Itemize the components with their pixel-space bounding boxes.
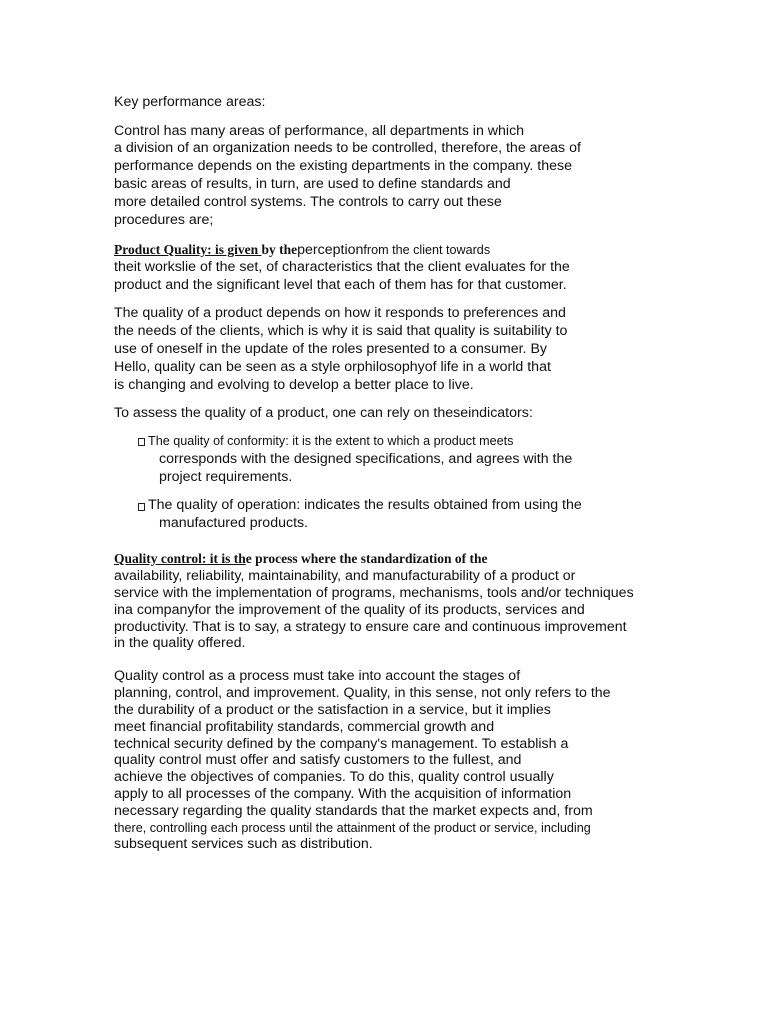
paragraph-line: The quality of a product depends on how it responds to preferences and — [114, 305, 566, 321]
paragraph-line: planning, control, and improvement. Quality, in this sense, not only refers to the — [114, 685, 611, 701]
paragraph-line: necessary regarding the quality standards that the market expects and, from — [114, 803, 593, 819]
paragraph-line: ina companyfor the improvement of the quality of its products, services and — [114, 602, 585, 618]
bullet-continuation: corresponds with the designed specifications, and agrees with the — [159, 451, 573, 467]
checkbox-bullet-icon — [138, 438, 145, 446]
paragraph-line: procedures are; — [114, 212, 214, 228]
small-text: from the client towards — [363, 243, 491, 257]
bullet-continuation: manufactured products. — [159, 515, 309, 531]
section-heading: Key performance areas: — [114, 94, 266, 110]
paragraph-line — [114, 550, 488, 568]
paragraph-line: more detailed control systems. The controls to carry out these — [114, 194, 502, 210]
checkbox-bullet-icon — [138, 503, 145, 511]
product-quality-label-tail: by the — [261, 242, 298, 257]
bullet-item: The quality of operation: indicates the results obtained from using the — [148, 497, 582, 513]
paragraph-line: availability, reliability, maintainability, and manufacturability of a product or — [114, 568, 576, 584]
paragraph-line: there, controlling each process until the attainment of the product or service, including — [114, 821, 591, 835]
bullet-item: The quality of conformity: it is the extent to which a product meets — [148, 434, 514, 448]
paragraph-line: service with the implementation of programs, mechanisms, tools and/or techniques — [114, 585, 634, 601]
paragraph-line: achieve the objectives of companies. To do this, quality control usually — [114, 769, 554, 785]
paragraph-line — [114, 241, 490, 259]
paragraph-line: theit workslie of the set, of characteristics that the client evaluates for the — [114, 259, 570, 275]
paragraph-line: technical security defined by the company's management. To establish a — [114, 736, 569, 752]
paragraph-line: performance depends on the existing departments in the company. these — [114, 158, 572, 174]
paragraph-line: the needs of the clients, which is why it is said that quality is suitability to — [114, 323, 568, 339]
paragraph-line: apply to all processes of the company. With the acquisition of information — [114, 786, 572, 802]
quality-control-label: Quality control: it is th — [114, 551, 246, 566]
paragraph-line: Control has many areas of performance, all departments in which — [114, 123, 525, 139]
product-quality-label: Product Quality: is given — [114, 242, 262, 257]
perception-word: perception — [297, 242, 364, 258]
bullet-continuation: project requirements. — [159, 469, 293, 485]
paragraph-line: productivity. That is to say, a strategy to ensure care and continuous improvement — [114, 619, 627, 635]
paragraph-line: meet financial profitability standards, commercial growth and — [114, 719, 495, 735]
paragraph-line: is changing and evolving to develop a better place to live. — [114, 377, 474, 393]
paragraph-line: the durability of a product or the satisfaction in a service, but it implies — [114, 702, 551, 718]
paragraph-line: subsequent services such as distribution. — [114, 836, 373, 852]
assess-line: To assess the quality of a product, one can rely on theseindicators: — [114, 405, 533, 421]
paragraph-line: in the quality offered. — [114, 635, 246, 651]
paragraph-line: a division of an organization needs to be controlled, therefore, the areas of — [114, 140, 581, 156]
paragraph-line: Hello, quality can be seen as a style orphilosophyof life in a world that — [114, 359, 551, 375]
paragraph-line: Quality control as a process must take into account the stages of — [114, 668, 521, 684]
paragraph-line: product and the significant level that each of them has for that customer. — [114, 277, 567, 293]
paragraph-line: basic areas of results, in turn, are used to define standards and — [114, 176, 511, 192]
paragraph-line: quality control must offer and satisfy customers to the fullest, and — [114, 752, 522, 768]
paragraph-line: use of oneself in the update of the roles presented to a consumer. By — [114, 341, 547, 357]
quality-control-label-tail: e process where the standardization of the — [245, 551, 488, 566]
